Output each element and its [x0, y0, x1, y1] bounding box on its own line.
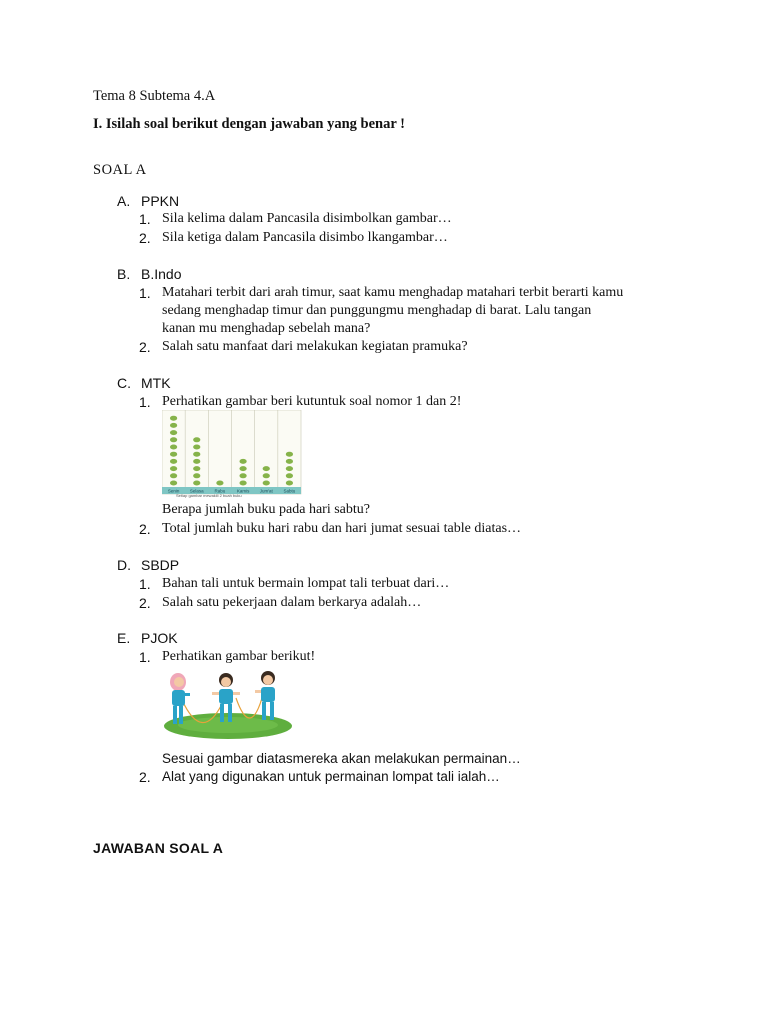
item-number: 1.	[139, 285, 151, 301]
book-icon	[263, 481, 270, 486]
section-title: PJOK	[141, 630, 178, 646]
book-icon	[286, 452, 293, 457]
item-number: 2.	[139, 595, 151, 611]
section-title: SBDP	[141, 557, 180, 573]
day-label: Jum'at	[259, 488, 273, 494]
book-icon	[239, 473, 246, 478]
book-icon	[170, 452, 177, 457]
book-icon	[193, 473, 200, 478]
book-icon	[286, 466, 293, 471]
question-text: Perhatikan gambar berikut!	[162, 649, 316, 664]
item-number: 2.	[139, 521, 151, 537]
book-icon	[239, 459, 246, 464]
question-text: Matahari terbit dari arah timur, saat kamu menghadap matahari terbit berarti kamu	[162, 285, 624, 300]
section-letter: A.	[117, 193, 131, 209]
book-icon	[170, 423, 177, 428]
section-letter: C.	[117, 375, 131, 391]
book-icon	[286, 473, 293, 478]
pictograph-chart	[162, 410, 302, 500]
item-number: 2.	[139, 230, 151, 246]
child-standing-figure	[255, 671, 275, 720]
section-title: PPKN	[141, 193, 180, 209]
book-icon	[216, 481, 223, 486]
book-icon	[193, 452, 200, 457]
jump-rope-illustration	[162, 668, 294, 740]
question-text: Total jumlah buku hari rabu dan hari jumat sesuai table diatas…	[162, 521, 522, 536]
day-label: Selasa	[189, 488, 204, 494]
section-title: MTK	[141, 375, 171, 391]
book-icon	[193, 459, 200, 464]
book-icon	[286, 459, 293, 464]
book-icon	[170, 445, 177, 450]
book-icon	[170, 466, 177, 471]
book-icon	[170, 416, 177, 421]
book-icon	[170, 473, 177, 478]
book-icon	[193, 481, 200, 486]
question-text: Salah satu pekerjaan dalam berkarya adalah…	[162, 595, 422, 610]
item-number: 2.	[139, 769, 151, 785]
pictograph-figure	[162, 410, 302, 500]
book-icon	[193, 445, 200, 450]
book-icon	[170, 430, 177, 435]
book-icon	[193, 466, 200, 471]
question-text: kanan mu menghadap sebelah mana?	[162, 321, 371, 336]
item-number: 1.	[139, 576, 151, 592]
book-icon	[170, 481, 177, 486]
pictograph-legend: Setiap gambar mewakili 2 buah buku	[176, 493, 242, 498]
question-text: Sila kelima dalam Pancasila disimbolkan gambar…	[162, 211, 452, 226]
section-letter: E.	[117, 630, 131, 646]
item-number: 1.	[139, 211, 151, 227]
book-icon	[170, 459, 177, 464]
day-label: Rabu	[214, 488, 226, 494]
book-icon	[239, 481, 246, 486]
question-text: Berapa jumlah buku pada hari sabtu?	[162, 502, 370, 517]
tema-title: Tema 8 Subtema 4.A	[93, 88, 216, 104]
item-number: 1.	[139, 394, 151, 410]
item-number: 1.	[139, 649, 151, 665]
question-text: Sila ketiga dalam Pancasila disimbo lkangambar…	[162, 230, 448, 245]
soal-title: SOAL A	[93, 162, 147, 178]
book-icon	[239, 466, 246, 471]
day-label: Kamis	[236, 488, 250, 494]
book-icon	[193, 437, 200, 442]
book-icon	[263, 473, 270, 478]
instruction-heading: I. Isilah soal berikut dengan jawaban yang benar !	[93, 116, 405, 132]
section-letter: B.	[117, 266, 131, 282]
day-label: Senin	[167, 488, 180, 494]
question-text: Alat yang digunakan untuk permainan lompat tali ialah…	[162, 769, 500, 784]
section-title: B.Indo	[141, 266, 182, 282]
question-text: Salah satu manfaat dari melakukan kegiatan pramuka?	[162, 339, 468, 354]
answers-title: JAWABAN SOAL A	[93, 840, 224, 856]
book-icon	[170, 437, 177, 442]
question-text: Bahan tali untuk bermain lompat tali terbuat dari…	[162, 576, 450, 591]
book-icon	[286, 481, 293, 486]
book-icon	[263, 466, 270, 471]
question-text: Sesuai gambar diatasmereka akan melakukan permainan…	[162, 751, 521, 766]
question-text: Perhatikan gambar beri kutuntuk soal nomor 1 dan 2!	[162, 394, 462, 409]
day-label: Sabtu	[283, 488, 296, 494]
section-letter: D.	[117, 557, 131, 573]
question-text: sedang menghadap timur dan punggungmu menghadap di barat. Lalu tangan	[162, 303, 592, 318]
item-number: 2.	[139, 339, 151, 355]
